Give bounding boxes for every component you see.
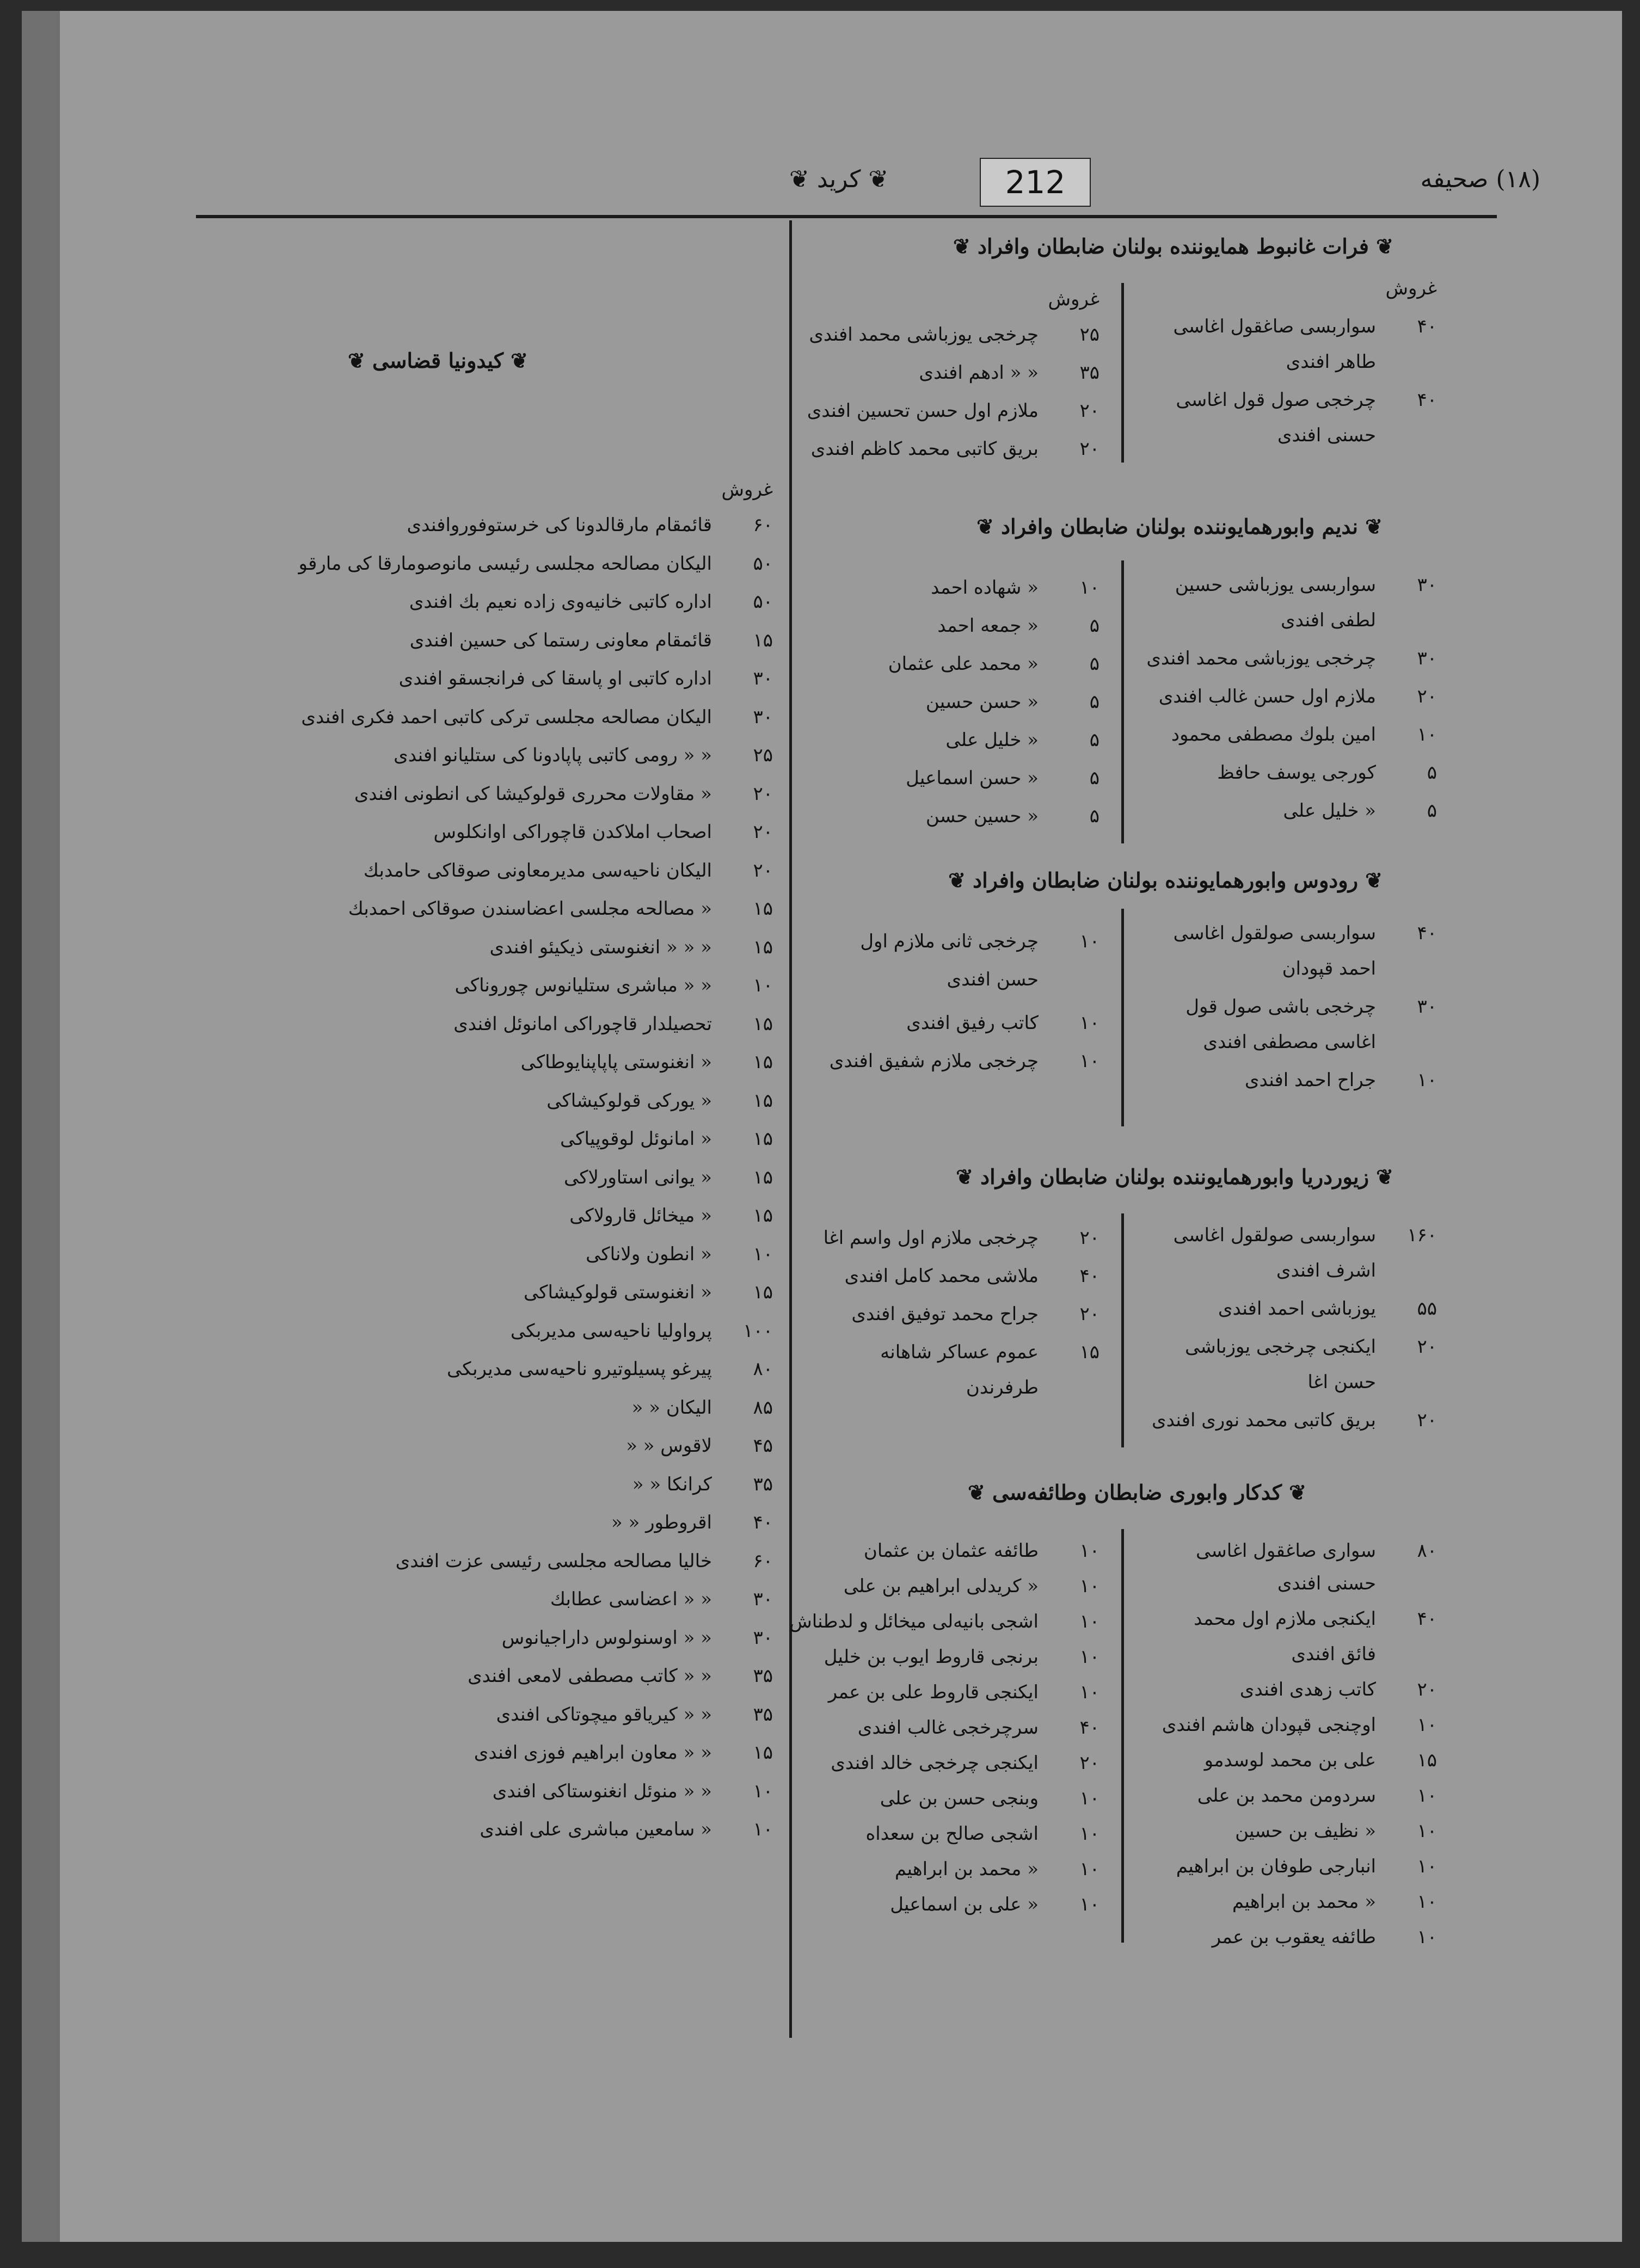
kaza-row: [396, 1545, 773, 1577]
kaza-row: [468, 1660, 773, 1692]
kaza-row: [480, 1813, 773, 1846]
page-header: [114, 158, 1562, 207]
ledger-row: ۱۰کاتب رفیق افندی: [906, 1012, 1100, 1034]
row-amount: ۱۵: [753, 1089, 773, 1112]
ledger-row: ۵« حسن حسین: [925, 691, 1100, 713]
kaza-row: [409, 586, 773, 618]
ledger-row: ۱۰طائفه عثمان بن عثمان: [863, 1540, 1100, 1562]
row-amount: ۱۰: [753, 1780, 773, 1802]
row-amount: ۲۰: [753, 782, 773, 805]
ledger-row: ۱۰طائفه یعقوب بن عمر: [1212, 1926, 1437, 1948]
kaza-row: [511, 1315, 773, 1347]
ledger-row: ۲۰بریق کاتبی محمد نوری افندی: [1151, 1409, 1437, 1431]
ledger-row: ۵« حسین حسن: [925, 805, 1100, 827]
row-amount: ۵۰: [753, 591, 773, 613]
ledger-row: اغاسی مصطفی افندی: [1203, 1031, 1376, 1053]
row-amount: ۱۵: [753, 1051, 773, 1073]
row-amount: ۱۵: [753, 1281, 773, 1303]
gazette-page: [22, 11, 1622, 2242]
kaza-row: [410, 624, 773, 657]
row-name: الیکان « «: [631, 1396, 712, 1419]
ledger-row: طرفرندن: [966, 1377, 1039, 1398]
ledger-row: ۱۰« محمد بن ابراهیم: [1232, 1891, 1437, 1913]
page-binding-edge: [22, 11, 60, 2242]
row-amount: ۶۰: [753, 514, 773, 536]
row-amount: ۳۵: [753, 1473, 773, 1495]
section-title: ❦ کدکار وابوری ضابطان وطائفه‌سی ❦: [967, 1480, 1306, 1505]
ledger-row: ۱۰سردومن محمد بن علی: [1197, 1785, 1437, 1807]
ledger-row: ۱۰جراح احمد افندی: [1244, 1069, 1437, 1091]
row-amount: ۳۵: [753, 1665, 773, 1687]
row-amount: ۳۵: [753, 1703, 773, 1725]
row-name: تحصیلدار قاچوراکی امانوئل افندی: [453, 1013, 712, 1035]
ledger-row: ۳۰سواربسی یوزباشی حسین: [1175, 574, 1437, 596]
row-name: پرواولیا ناحیه‌سی مدیربکی: [510, 1320, 712, 1342]
ledger-row: ۵« خلیل علی: [1283, 800, 1437, 822]
ledger-row: ۵« حسن اسماعیل: [906, 767, 1100, 789]
ledger-row: اشرف افندی: [1276, 1260, 1376, 1281]
row-name: خالیا مصالحه مجلسی رئیسی عزت افندی: [395, 1550, 712, 1572]
row-name: « امانوئل لوقوپیاکی: [560, 1128, 712, 1150]
header-rule: [196, 215, 1497, 218]
row-name: « مقاولات محرری قولوکیشا کی انطونی افندی: [354, 782, 712, 805]
ledger-row: ۲۰بریق کاتبی محمد کاظم افندی: [810, 438, 1100, 460]
row-amount: ۱۵: [753, 936, 773, 958]
kaza-row: [560, 1123, 773, 1155]
ledger-row: ۱۰چرخجی ملازم شفیق افندی: [829, 1050, 1100, 1072]
row-amount: ۳۰: [753, 706, 773, 728]
kaza-row: [586, 1238, 773, 1271]
ledger-row: ۴۰سرچرخجی غالب افندی: [857, 1717, 1100, 1739]
row-name: اداره کاتبی خانیه‌وی زاده نعیم بك افندی: [409, 591, 712, 613]
row-amount: ۲۰: [753, 859, 773, 882]
row-amount: ۱۵: [753, 1166, 773, 1188]
ledger-row: ۱۶۰سواربسی صولقول اغاسی: [1173, 1224, 1437, 1246]
ledger-row: لطفی افندی: [1280, 609, 1376, 631]
ledger-row: ۱۰« محمد بن ابراهیم: [894, 1858, 1100, 1880]
row-amount: ۳۰: [753, 1588, 773, 1610]
row-name: « « « انغنوستی ذیکیئو افندی: [489, 936, 712, 958]
row-amount: ۱۵: [753, 629, 773, 651]
section-title: ❦ ندیم وابورهمایوننده بولنان ضابطان وافراد ❦: [976, 514, 1383, 539]
row-amount: ۲۵: [753, 744, 773, 766]
kaza-row: [434, 816, 773, 848]
ledger-row: ۲۰ملازم اول حسن تحسین افندی: [807, 400, 1100, 422]
kaza-row: [364, 854, 773, 887]
row-name: الیکان مصالحه مجلسی ترکی کاتبی احمد فکری افندی: [301, 706, 712, 728]
row-name: « « مباشری ستلیانوس چوروناکی: [454, 975, 712, 996]
kaza-row: [521, 1046, 773, 1078]
kaza-row: [453, 1008, 773, 1040]
row-amount: ۱۰۰: [743, 1320, 773, 1342]
row-name: « یوانی استاورلاکی: [564, 1166, 712, 1188]
kaza-row: [474, 1736, 773, 1769]
row-name: قائمقام معاونی رستما کی حسین افندی: [409, 629, 712, 651]
ledger-row: ۱۰انبارجی طوفان بن ابراهیم: [1176, 1856, 1437, 1877]
section-title: ❦ رودوس وابورهمایوننده بولنان ضابطان وافراد ❦: [948, 868, 1383, 892]
kaza-row: [301, 701, 773, 734]
kaza-row: [455, 969, 773, 1002]
row-name: « « اوسنولوس داراجیانوس: [501, 1626, 712, 1649]
row-amount: ۱۰: [753, 1819, 773, 1840]
ledger-row: ۱۰« شهاده احمد: [931, 577, 1100, 599]
ledger-row: ۴۰ملاشی محمد کامل افندی: [844, 1265, 1100, 1287]
ledger-row: ۳۰چرخجی یوزباشی محمد افندی: [1146, 648, 1437, 669]
ledger-row: حسن اغا: [1307, 1371, 1376, 1393]
ledger-row: ۱۰امین بلوك مصطفی محمود: [1171, 724, 1437, 745]
ledger-row: ۱۰وبنجی حسن بن علی: [880, 1788, 1100, 1809]
row-name: « « کیریاقو میچوتاکی افندی: [496, 1703, 712, 1725]
ledger-row: ۳۵« « ادهم افندی: [919, 362, 1100, 384]
ledger-row: احمد قپودان: [1282, 958, 1376, 979]
ledger-row: ۴۰سواربسی صاغقول اغاسی: [1173, 316, 1437, 337]
ledger-row: ۲۰ملازم اول حسن غالب افندی: [1158, 686, 1437, 707]
ledger-row: ۱۰ایکنجی قاروط علی بن عمر: [828, 1681, 1100, 1703]
running-title: ❦ کرید ❦: [789, 165, 889, 193]
row-name: « مصالحه مجلسی اعضاسندن صوقاکی احمدبك: [348, 898, 712, 920]
row-amount: ۱۵: [753, 898, 773, 920]
row-amount: ۱۵: [753, 1742, 773, 1764]
ledger-row: ۲۰کاتب زهدی افندی: [1239, 1679, 1437, 1700]
row-name: کرانکا « «: [632, 1473, 712, 1495]
row-name: « یورکی قولوکیشاکی: [546, 1089, 712, 1112]
kaza-title: ❦ کیدونیا قضاسی ❦: [347, 348, 528, 373]
ledger-row: ۵« محمد علی عثمان: [888, 653, 1100, 675]
row-amount: ۱۵: [753, 1128, 773, 1150]
ledger-row: ۴۰ایکنجی ملازم اول محمد: [1194, 1608, 1437, 1630]
section-title: ❦ زیوردریا وابورهمایوننده بولنان ضابطان وافراد ❦: [956, 1164, 1393, 1189]
row-name: « انغنوستی پاپاپنایوطاکی: [520, 1051, 712, 1073]
row-name: « انغنوستی قولوکیشاکی: [523, 1281, 712, 1303]
row-amount: ۵۰: [753, 552, 773, 575]
row-name: « « کاتب مصطفی لامعی افندی: [468, 1665, 712, 1687]
currency-unit: غروش: [1385, 278, 1437, 299]
kaza-row: [399, 662, 773, 695]
row-amount: ۳۰: [753, 668, 773, 689]
ledger-row: ۴۰چرخجی صول قول اغاسی: [1176, 389, 1437, 411]
kaza-row: [550, 1583, 773, 1616]
currency-unit: غروش: [1048, 288, 1100, 310]
kaza-row: [632, 1468, 773, 1501]
row-name: « « معاون ابراهیم فوزی افندی: [474, 1742, 712, 1764]
row-amount: ۴۵: [753, 1435, 773, 1457]
row-name: لاقوس « «: [626, 1435, 712, 1457]
currency-unit: غروش: [721, 479, 773, 501]
section-divider: [1121, 1529, 1124, 1943]
page-label: (۱۸) صحیفه: [1420, 165, 1540, 193]
ledger-row: ۴۰سواربسی صولقول اغاسی: [1173, 922, 1437, 944]
kaza-row: [524, 1276, 773, 1309]
ledger-row: حسنی افندی: [1277, 1573, 1376, 1594]
row-name: « انطون ولاناکی: [586, 1243, 712, 1265]
row-amount: ۱۵: [753, 1013, 773, 1035]
ledger-row: ۱۰برنجی قاروط ایوب بن خلیل: [824, 1646, 1100, 1668]
row-amount: ۶۰: [753, 1550, 773, 1572]
ledger-row: ۲۰چرخجی ملازم اول واسم اغا: [823, 1227, 1100, 1249]
row-amount: ۲۰: [753, 821, 773, 843]
ledger-row: ۱۰اشجی صالح بن سعداه: [865, 1823, 1100, 1845]
row-amount: ۴۰: [753, 1512, 773, 1533]
ledger-row: ۵۵یوزباشی احمد افندی: [1218, 1298, 1437, 1320]
row-name: اقروطور « «: [611, 1512, 712, 1533]
kaza-row: [447, 1353, 773, 1385]
row-name: « « رومی کاتبی پاپادونا کی ستلیانو افندی: [394, 744, 712, 766]
row-name: اداره کاتبی او پاسقا کی فرانجسقو افندی: [398, 668, 712, 689]
section-divider: [1121, 560, 1124, 843]
section-title: ❦ فرات غانبوط همایوننده بولنان ضابطان وافراد ❦: [953, 234, 1393, 258]
ledger-row: ۱۰« کریدلی ابراهیم بن علی: [843, 1575, 1100, 1597]
ledger-row: ۵کورجی یوسف حافظ: [1217, 762, 1437, 784]
ledger-row: ۲۰ایکنجی چرخجی یوزباشی: [1184, 1336, 1437, 1358]
kaza-row: [502, 1622, 773, 1654]
row-name: « میخائل قارولاکی: [569, 1205, 712, 1227]
row-amount: ۱۰: [753, 1243, 773, 1265]
kaza-row: [299, 547, 773, 580]
row-amount: ۸۵: [753, 1396, 773, 1419]
row-name: الیکان ناحیه‌سی مدیرمعاونی صوقاکی حامدبك: [363, 859, 712, 882]
ledger-row: ۱۰« علی بن اسماعیل: [890, 1894, 1100, 1915]
ledger-row: ۸۰سواری صاغقول اغاسی: [1195, 1540, 1437, 1562]
row-amount: ۸۰: [753, 1358, 773, 1380]
ledger-row: ۳۰چرخجی باشی صول قول: [1186, 996, 1437, 1018]
kaza-row: [496, 1698, 773, 1731]
row-name: « سامعین مباشری علی افندی: [480, 1819, 712, 1840]
kaza-row: [611, 1506, 773, 1539]
kaza-row: [348, 892, 773, 925]
kaza-row: [626, 1429, 773, 1462]
row-name: پیرغو پسیلوتیرو ناحیه‌سی مدیربکی: [446, 1358, 712, 1380]
row-name: « « اعضاسی عطابك: [550, 1588, 712, 1610]
kaza-row: [489, 931, 773, 964]
ledger-row: ۱۵عموم عساکر شاهانه: [880, 1341, 1100, 1363]
ledger-row: ۲۰جراح محمد توفیق افندی: [851, 1303, 1100, 1325]
ledger-row: ۲۵چرخجی یوزباشی محمد افندی: [809, 324, 1100, 346]
handwritten-page-number: 212: [980, 158, 1091, 207]
ledger-row: ۱۰اوچنجی قپودان هاشم افندی: [1162, 1714, 1437, 1736]
row-name: الیکان مصالحه مجلسی رئیسی مانوصومارقا کی مارقو: [298, 552, 712, 575]
kaza-row: [546, 1084, 773, 1117]
row-name: اصحاب املاکدن قاچوراکی اوانکلوس: [433, 821, 712, 843]
kaza-row: [564, 1161, 773, 1194]
kaza-row: [394, 739, 773, 772]
ledger-row: حسن افندی: [947, 969, 1039, 990]
ledger-row: ۱۰« نظیف بن حسین: [1235, 1820, 1437, 1842]
ledger-row: حسنی افندی: [1277, 424, 1376, 446]
ledger-row: فائق افندی: [1291, 1643, 1376, 1665]
row-amount: ۱۰: [753, 975, 773, 996]
row-amount: ۱۵: [753, 1205, 773, 1227]
kaza-row: [354, 778, 773, 810]
section-divider: [1121, 1213, 1124, 1447]
ledger-row: ۱۰چرخجی ثانی ملازم اول: [860, 930, 1100, 952]
kaza-row: [569, 1199, 773, 1232]
column-divider: [789, 220, 792, 2038]
ledger-row: ۵« خلیل علی: [945, 729, 1100, 751]
ledger-row: طاهر افندی: [1286, 351, 1376, 373]
kaza-row: [407, 509, 773, 541]
ledger-row: ۱۰اشجی بانیه‌لی میخائل و لدطناش: [789, 1611, 1100, 1632]
ledger-row: ۱۵علی بن محمد لوسدمو: [1204, 1749, 1437, 1771]
section-divider: [1121, 283, 1124, 463]
ledger-row: ۵« جمعه احمد: [937, 615, 1100, 637]
kaza-row: [493, 1775, 773, 1808]
row-name: « « منوئل انغنوستاکی افندی: [492, 1780, 712, 1802]
row-name: قائمقام مارقالدونا کی خرستوفوروافندی: [407, 514, 712, 536]
section-divider: [1121, 909, 1124, 1126]
row-amount: ۳۰: [753, 1626, 773, 1649]
kaza-row: [632, 1391, 773, 1424]
ledger-row: ۲۰ایکنجی چرخجی خالد افندی: [831, 1752, 1100, 1774]
